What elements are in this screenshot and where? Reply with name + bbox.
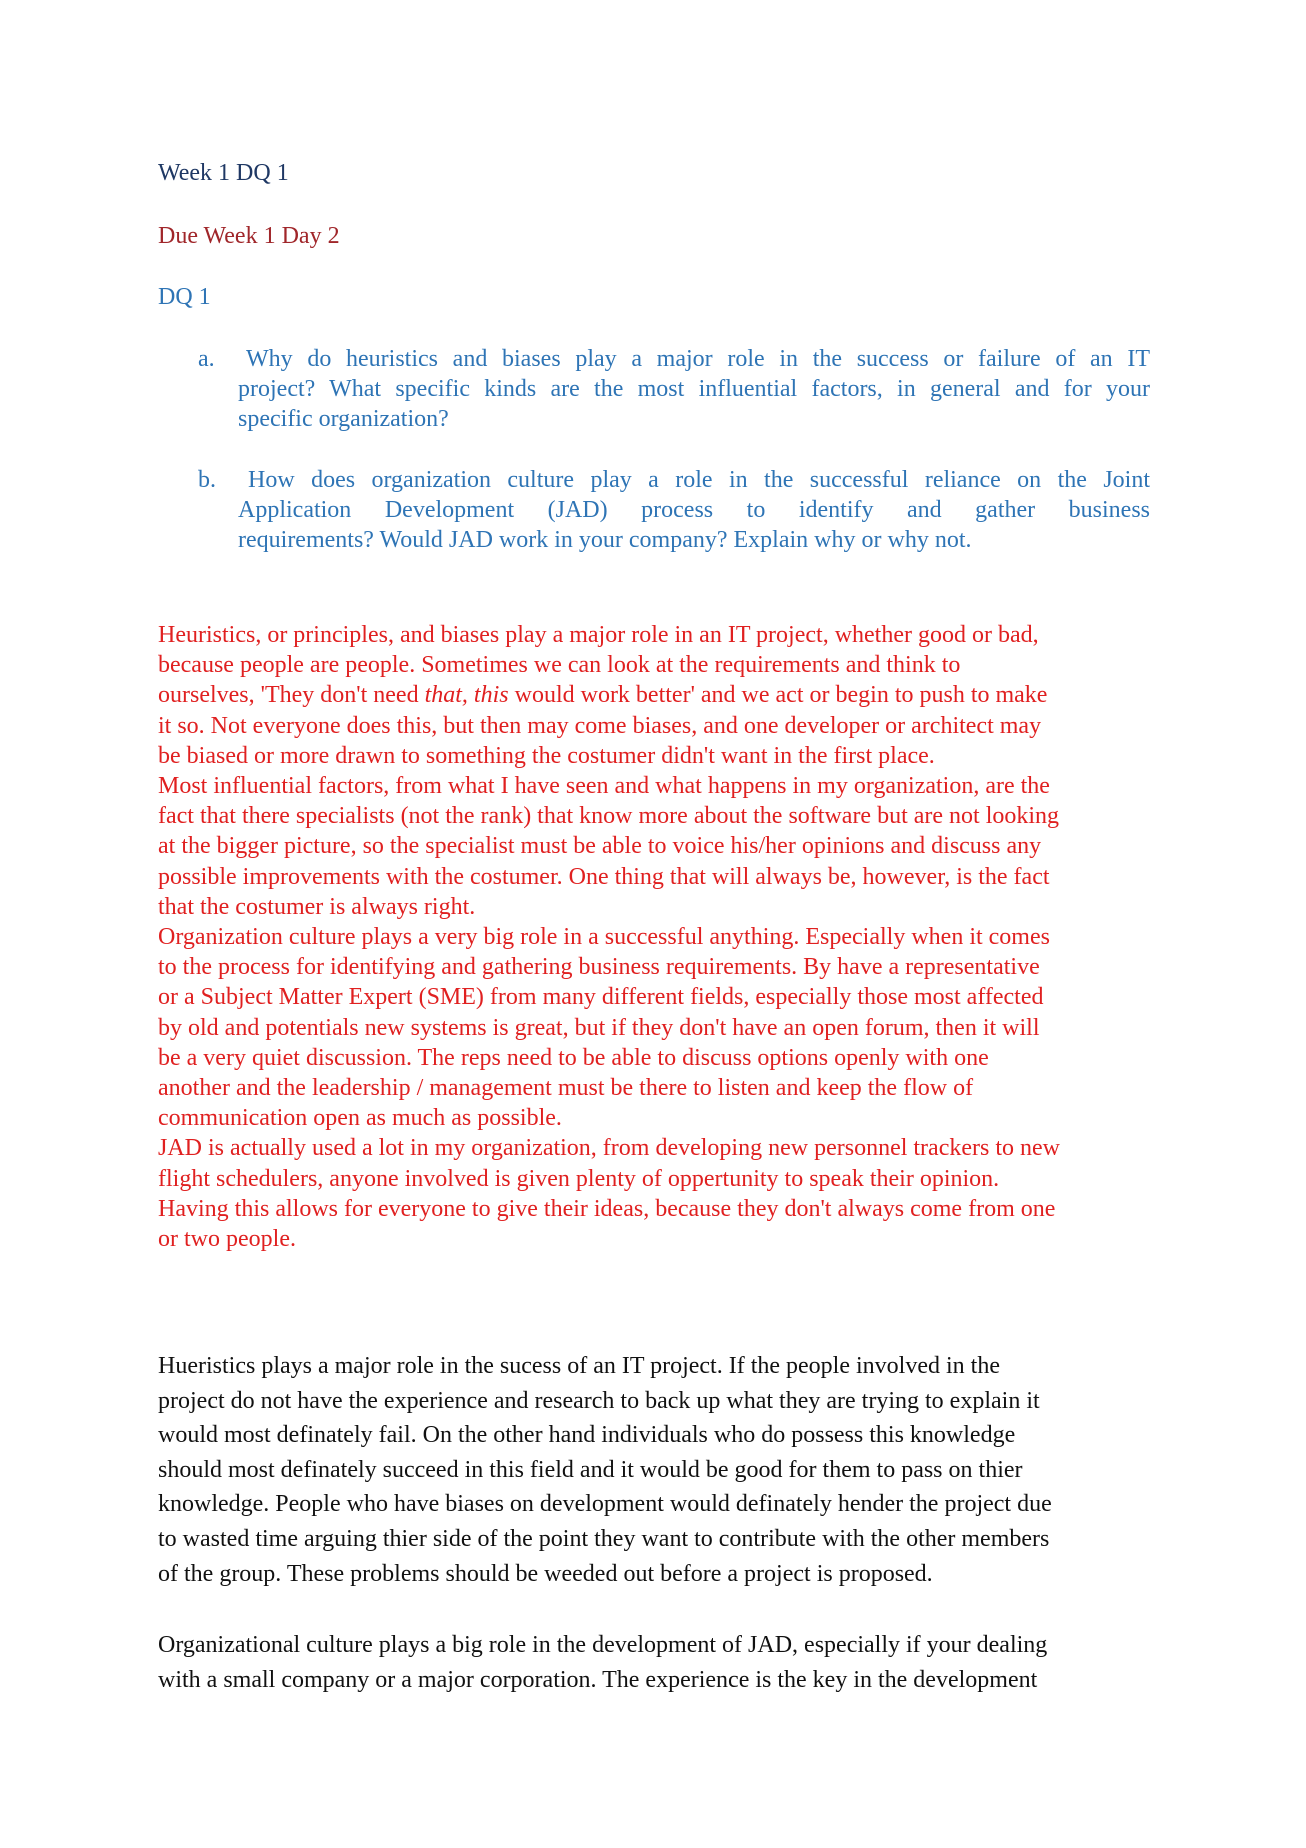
answer-line: because people are people. Sometimes we can look at the requirements and think to <box>158 652 961 679</box>
answer-line: that the costumer is always right. <box>158 893 476 920</box>
answer-line: flight schedulers, anyone involved is given plenty of oppertunity to speak their opinion. <box>158 1165 1000 1192</box>
answer-line: Hueristics plays a major role in the sucess of an IT project. If the people involved in the <box>158 1353 1000 1379</box>
answer-line: with a small company or a major corporation. The experience is the key in the development <box>158 1666 1038 1693</box>
answer-line: at the bigger picture, so the specialist must be able to voice his/her opinions and discuss any <box>158 833 1042 860</box>
answer-line: Most influential factors, from what I have seen and what happens in my organization, are the <box>158 773 1050 800</box>
question-line: requirements? Would JAD work in your company? Explain why or why not. <box>238 527 972 553</box>
answer-line: another and the leadership / management must be there to listen and keep the flow of <box>158 1075 974 1102</box>
answer-line: communication open as much as possible. <box>158 1105 562 1132</box>
list-marker: a. <box>198 346 215 372</box>
answer-line: be a very quiet discussion. The reps need to be able to discuss options openly with one <box>158 1044 989 1071</box>
answer-line: Organization culture plays a very big role in a successful anything. Especially when it comes <box>158 924 1050 951</box>
answer-line: JAD is actually used a lot in my organization, from developing new personnel trackers to new <box>158 1135 1060 1162</box>
question-line: Why do heuristics and biases play a major role in the success or failure of an IT <box>246 346 1150 372</box>
due-line: Due Week 1 Day 2 <box>158 223 340 249</box>
answer-line: by old and potentials new systems is great, but if they don't have an open forum, then it will <box>158 1014 1040 1041</box>
answer-black-paragraph-2 <box>158 1628 1158 1697</box>
answer-line: of the group. These problems should be weeded out before a project is proposed. <box>158 1560 933 1587</box>
list-marker: b. <box>198 467 216 493</box>
answer-line: to the process for identifying and gathering business requirements. By have a representative <box>158 954 1040 981</box>
dq-heading: DQ 1 <box>158 284 211 310</box>
answer-line: or a Subject Matter Expert (SME) from many different fields, especially those most affected <box>158 984 1044 1011</box>
answer-red-paragraph <box>158 620 1158 1254</box>
question-text <box>238 344 1150 434</box>
question-line: Application Development (JAD) process to identify and gather business <box>238 497 1150 523</box>
answer-line: fact that there specialists (not the rank) that know more about the software but are not looking <box>158 803 1060 830</box>
answer-line: Heuristics, or principles, and biases play a major role in an IT project, whether good or bad, <box>158 622 1039 648</box>
week-title: Week 1 DQ 1 <box>158 160 289 186</box>
question-text <box>238 465 1150 555</box>
question-line: How does organization culture play a role in the successful reliance on the Joint <box>248 467 1150 493</box>
answer-black-paragraph-1 <box>158 1349 1158 1591</box>
answer-line: or two people. <box>158 1226 296 1253</box>
answer-line: Having this allows for everyone to give their ideas, because they don't always come from one <box>158 1195 1056 1222</box>
answer-line: possible improvements with the costumer. One thing that will always be, however, is the fact <box>158 863 1050 890</box>
answer-line: would most definately fail. On the other hand individuals who do possess this knowledge <box>158 1422 1016 1449</box>
question-line: specific organization? <box>238 406 449 432</box>
answer-line: Organizational culture plays a big role in the development of JAD, especially if your dealing <box>158 1632 1048 1658</box>
answer-line: project do not have the experience and research to back up what they are trying to explain it <box>158 1387 1040 1414</box>
answer-line: be biased or more drawn to something the costumer didn't want in the first place. <box>158 742 935 769</box>
answer-line: it so. Not everyone does this, but then may come biases, and one developer or architect may <box>158 712 1042 739</box>
answer-line: to wasted time arguing thier side of the point they want to contribute with the other members <box>158 1525 1050 1552</box>
question-line: project? What specific kinds are the most influential factors, in general and for your <box>238 376 1150 402</box>
answer-line: ourselves, 'They don't need that, this would work better' and we act or begin to push to make <box>158 682 1048 709</box>
answer-line: should most definately succeed in this field and it would be good for them to pass on thier <box>158 1456 1023 1483</box>
answer-line: knowledge. People who have biases on development would definately hender the project due <box>158 1491 1052 1518</box>
